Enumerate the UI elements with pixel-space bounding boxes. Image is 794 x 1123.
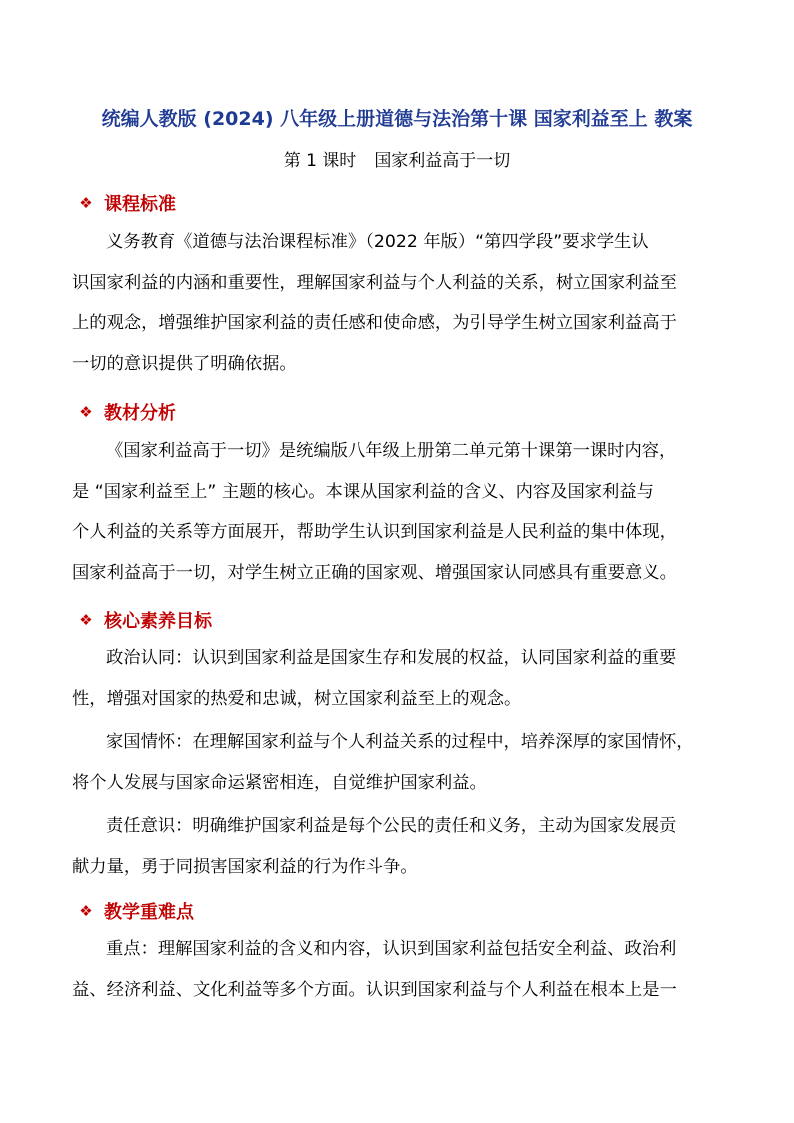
section-heading-textbook-analysis: [78, 399, 176, 425]
paragraph-line: 益、经济利益、文化利益等多个方面。认识到国家利益与个人利益在根本上是一: [72, 979, 677, 1000]
document-title: 统编人教版 (2024) 八年级上册道德与法治第十课 国家利益至上 教案: [101, 108, 693, 130]
section-heading-text: 教材分析: [104, 403, 176, 424]
paragraph-line: 识国家利益的内涵和重要性，理解国家利益与个人利益的关系，树立国家利益至: [72, 272, 677, 293]
section-heading-text: 教学重难点: [104, 902, 194, 923]
section-heading-curriculum-standard: [78, 190, 176, 216]
paragraph-line: 政治认同：认识到国家利益是国家生存和发展的权益，认同国家利益的重要: [106, 648, 677, 668]
paragraph-key-points: [72, 929, 727, 1010]
paragraph-line: 献力量，勇于同损害国家利益的行为作斗争。: [72, 856, 418, 877]
paragraph-line: 家国情怀：在理解国家利益与个人利益关系的过程中，培养深厚的家国情怀，: [106, 732, 694, 752]
paragraph-line: 是 “国家利益至上” 主题的核心。本课从国家利益的含义、内容及国家利益与: [72, 481, 654, 502]
paragraph-line: 个人利益的关系等方面展开，帮助学生认识到国家利益是人民利益的集中体现，: [72, 522, 677, 542]
diamond-bullet-icon: ❖: [79, 194, 93, 212]
paragraph-line: 将个人发展与国家命运紧密相连，自觉维护国家利益。: [72, 772, 487, 793]
paragraph-patriotism: [72, 722, 727, 803]
paragraph-line: 重点：理解国家利益的含义和内容，认识到国家利益包括安全利益、政治利: [106, 939, 677, 959]
paragraph-line: 上的观念，增强维护国家利益的责任感和使命感，为引导学生树立国家利益高于: [72, 313, 677, 333]
paragraph-line: 性，增强对国家的热爱和忠诚，树立国家利益至上的观念。: [72, 688, 522, 709]
paragraph-political-identity: [72, 638, 727, 719]
section-heading-text: 课程标准: [104, 194, 176, 215]
diamond-bullet-icon: ❖: [79, 611, 93, 629]
paragraph-line: 责任意识：明确维护国家利益是每个公民的责任和义务，主动为国家发展贡: [106, 816, 677, 836]
lesson-number: 第 1 课时: [283, 151, 357, 171]
lesson-title: [0, 146, 794, 171]
paragraph-line: 一切的意识提供了明确依据。: [72, 353, 297, 374]
paragraph-responsibility: [72, 806, 727, 887]
lesson-name: 国家利益高于一切: [374, 151, 511, 171]
paragraph-line: 义务教育《道德与法治课程标准》（2022 年版）“第四学段”要求学生认: [106, 232, 649, 252]
section-heading-text: 核心素养目标: [104, 611, 212, 632]
diamond-bullet-icon: ❖: [79, 403, 93, 421]
section-heading-core-literacy-goals: [78, 607, 212, 633]
diamond-bullet-icon: ❖: [79, 902, 93, 920]
paragraph-line: 国家利益高于一切，对学生树立正确的国家观、增强国家认同感具有重要意义。: [72, 562, 677, 583]
paragraph-textbook-analysis: [72, 431, 727, 593]
paragraph-line: 《国家利益高于一切》是统编版八年级上册第二单元第十课第一课时内容，: [106, 441, 677, 461]
section-heading-key-difficulties: [78, 898, 194, 924]
paragraph-curriculum-standard: [72, 222, 727, 384]
